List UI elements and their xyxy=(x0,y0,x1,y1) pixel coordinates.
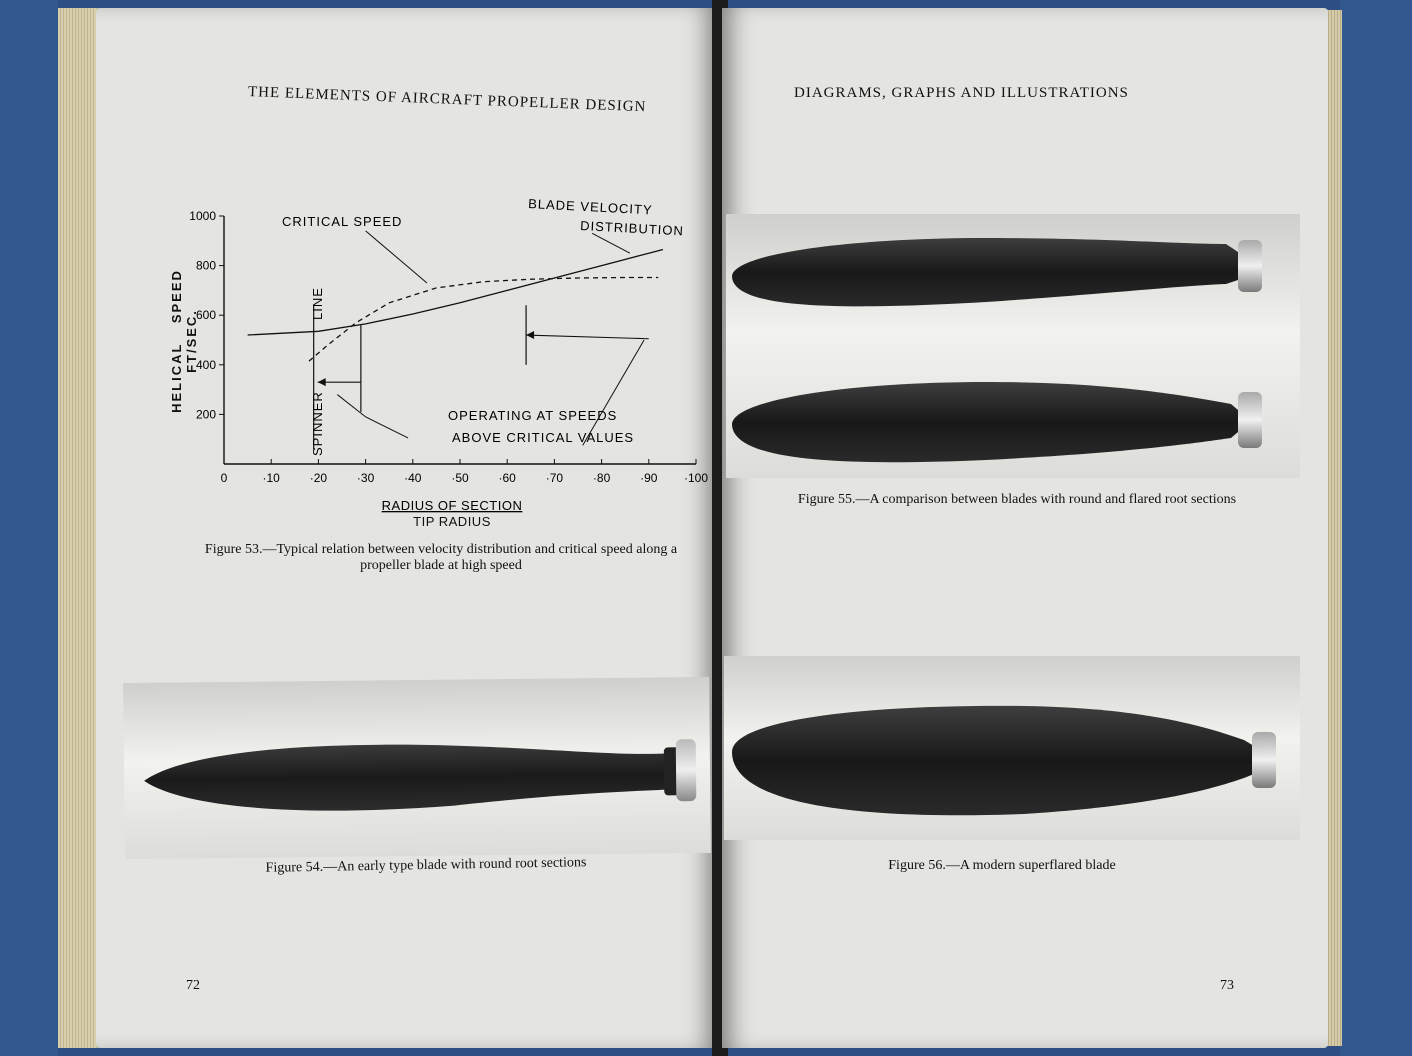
figure-54-caption: Figure 54.—An early type blade with round root sections xyxy=(265,855,587,876)
x-tick-label: ·80 xyxy=(592,471,611,485)
figure-55-photo xyxy=(726,214,1300,478)
x-axis-label-numerator: RADIUS OF SECTION xyxy=(381,498,523,513)
x-tick-label: ·70 xyxy=(545,471,564,485)
figure-55-caption: Figure 55.—A comparison between blades with round and flared root sections xyxy=(797,492,1237,507)
x-tick-label: ·90 xyxy=(640,471,658,485)
y-tick-label: 200 xyxy=(195,407,216,422)
annotation-spinner: SPINNER xyxy=(310,391,325,456)
x-tick-label: ·50 xyxy=(451,471,469,485)
figure-53-caption-line1: Figure 53.—Typical relation between velocity distribution and critical speed along a xyxy=(204,542,678,557)
y-tick-label: 400 xyxy=(195,357,216,372)
range-arrowhead-inner xyxy=(318,378,326,386)
left-page xyxy=(96,8,716,1048)
left-running-head: THE ELEMENTS OF AIRCRAFT PROPELLER DESIGN xyxy=(247,84,647,116)
right-page xyxy=(722,8,1328,1048)
x-tick-label: 0 xyxy=(220,471,228,485)
annotation-blade-velocity-2: DISTRIBUTION xyxy=(579,218,685,239)
propeller-blades-comparison-image xyxy=(726,214,1300,478)
right-running-head: DIAGRAMS, GRAPHS AND ILLUSTRATIONS xyxy=(794,85,1129,101)
x-tick-label: ·40 xyxy=(404,471,422,485)
figure-56-caption: Figure 56.—A modern superflared blade xyxy=(888,858,1116,873)
y-tick-label: 600 xyxy=(195,308,216,323)
x-tick-label: ·100 xyxy=(683,471,709,485)
x-tick-label: ·60 xyxy=(498,471,516,485)
page-edges-right xyxy=(1326,10,1342,1046)
y-tick-label: 800 xyxy=(195,258,216,273)
annotation-line: LINE xyxy=(310,287,325,320)
y-tick-label: 1000 xyxy=(189,209,216,223)
annotation-blade-velocity-1: BLADE VELOCITY xyxy=(527,196,654,218)
left-page-number: 72 xyxy=(186,978,200,993)
annotation-operating-2: ABOVE CRITICAL VALUES xyxy=(452,430,635,445)
book-cover-right xyxy=(1340,0,1412,1056)
page-edges-left xyxy=(58,8,98,1048)
range-arrowhead-outer xyxy=(526,331,534,339)
figure-53-caption-line2: propeller blade at high speed xyxy=(360,558,522,573)
x-tick-label: ·20 xyxy=(309,471,328,485)
right-page-number: 73 xyxy=(1220,978,1234,993)
propeller-blade-superflared-image xyxy=(724,656,1300,840)
figure-56-photo xyxy=(724,656,1300,840)
blade-velocity-leader xyxy=(592,233,630,253)
operating-leader-left xyxy=(337,395,408,438)
figure-54-photo xyxy=(123,677,711,859)
annotation-operating-1: OPERATING AT SPEEDS xyxy=(448,408,618,423)
range-arrow-outer xyxy=(526,335,649,339)
y-axis-label: HELICAL SPEED FT/SEC. xyxy=(169,269,199,413)
critical-speed-leader xyxy=(366,231,427,283)
x-tick-label: ·10 xyxy=(262,471,280,485)
book-cover-left xyxy=(0,0,58,1056)
x-axis-label-denominator: TIP RADIUS xyxy=(413,514,491,529)
figure-53-caption xyxy=(166,542,716,574)
x-tick-label: ·30 xyxy=(356,471,375,485)
propeller-blade-round-root-image xyxy=(123,677,711,859)
annotation-critical-speed: CRITICAL SPEED xyxy=(282,214,403,229)
